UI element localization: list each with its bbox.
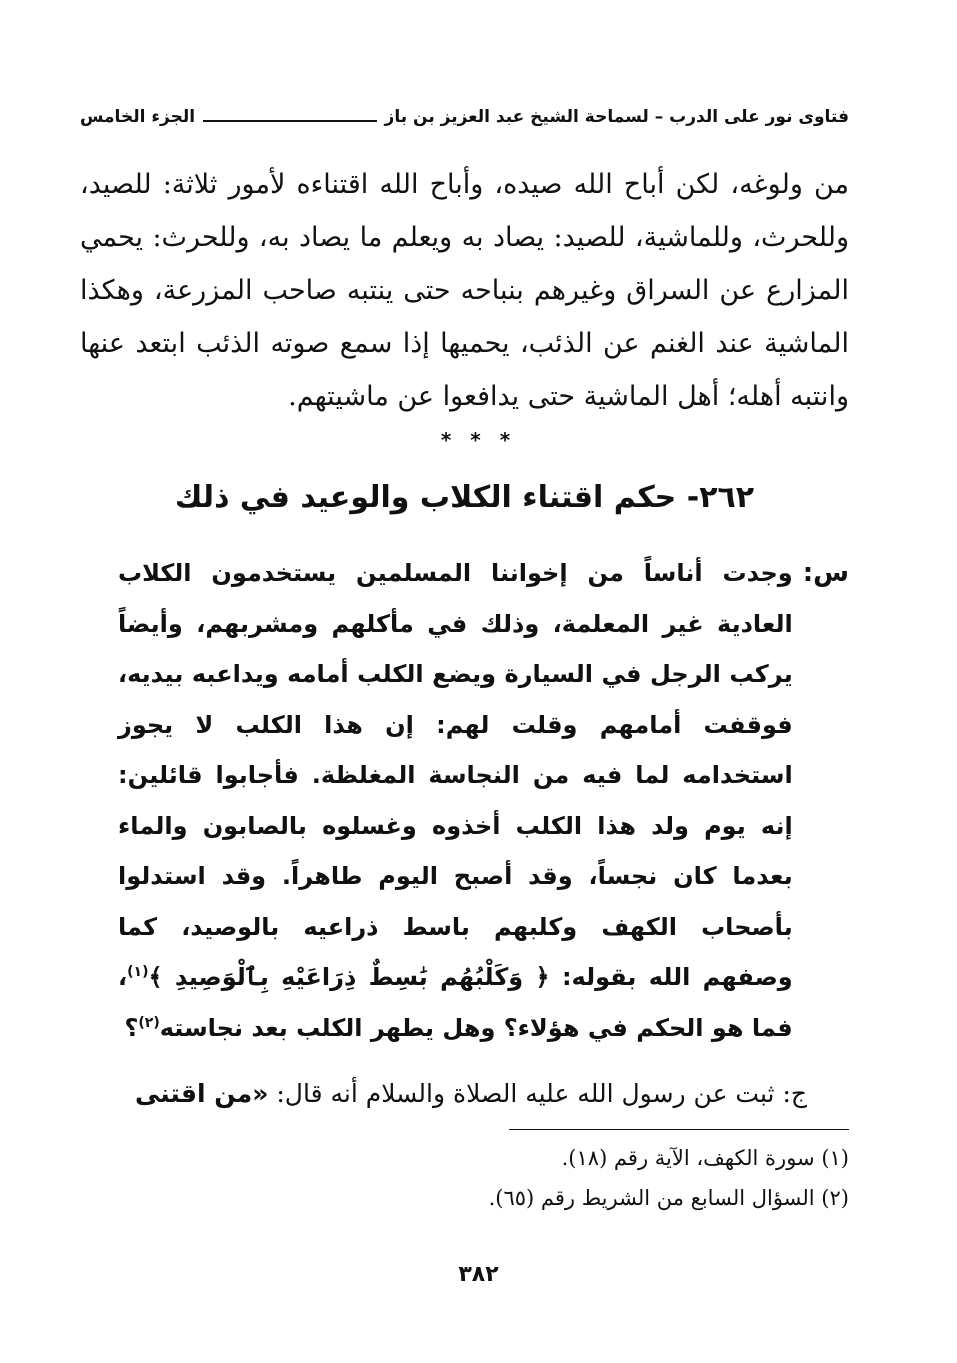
running-header (80, 100, 849, 134)
question-text-part2: ، فما هو الحكم في هؤلاء؟ وهل يطهر الكلب بعد نجاسته (118, 963, 793, 1042)
answer-text: ثبت عن رسول الله عليه الصلاة والسلام أنه قال: (276, 1079, 775, 1108)
question-block (118, 548, 849, 1053)
footnote-marker-2: (٢) (138, 1014, 160, 1031)
question-text-end: ؟ (124, 1013, 139, 1042)
header-rule (203, 120, 376, 122)
footnote-divider (509, 1129, 849, 1130)
footnotes (80, 1138, 849, 1218)
footnote-marker-1: (١) (127, 964, 149, 980)
question-text-part1: وجدت أناساً من إخواننا المسلمين يستخدمون الكلاب العادية غير المعلمة، وذلك في مأكلهم ومشربهم، وأيضاً يركب الرجل في السيارة ويضع الكلب أمامه ويداعبه بيديه، فوقفت أمامهم وقلت لهم: إن هذا الكلب لا يجوز استخدامه لما فيه من النجاسة المغلظة. فأجابوا قائلين: إنه يوم ولد هذا الكلب أخذوه وغسلوه بالصابون والماء بعدما كان نجساً، وقد أصبح اليوم طاهراً. وقد استدلوا بأصحاب الكهف وكلبهم باسط ذراعيه بالوصيد، كما وصفهم الله بقوله: (118, 559, 793, 991)
page-number: ٣٨٢ (458, 1262, 499, 1287)
quran-verse: ﴿ وَكَلْبُهُم بَٰسِطٌ ذِرَاعَيْهِ بِٱلْوَصِيدِ ﴾ (148, 963, 550, 991)
section-separator: * * * (440, 428, 517, 452)
header-author: – لسماحة الشيخ عبد العزيز بن باز (384, 107, 664, 127)
answer-block (80, 1072, 807, 1116)
footnote-1: (١) سورة الكهف، الآية رقم (١٨). (561, 1146, 849, 1170)
answer-label: ج: (782, 1079, 807, 1108)
section-title: ٢٦٢- حكم اقتناء الكلاب والوعيد في ذلك (174, 480, 755, 515)
question-text (118, 548, 793, 1053)
answer-quote-start: «من اقتنى (134, 1079, 269, 1108)
question-label: س: (802, 558, 849, 588)
header-book-title: فتاوى نور على الدرب (669, 107, 849, 127)
body-paragraph: من ولوغه، لكن أباح الله صيده، وأباح الله اقتناءه لأمور ثلاثة: للصيد، وللحرث، وللماشية، للصيد: يصاد به ويعلم ما يصاد به، وللحرث: يحمي المزارع عن السراق وغيرهم بنباحه حتى ينتبه صاحب المزرعة، وهكذا الماشية عند الغنم عن الذئب، يحميها إذا سمع صوته الذئب ابتعد عنها وانتبه أهله؛ أهل الماشية حتى يدافعوا عن ماشيتهم. (80, 169, 849, 412)
footnote-2: (٢) السؤال السابع من الشريط رقم (٦٥). (488, 1186, 849, 1210)
header-volume: الجزء الخامس (80, 107, 196, 127)
